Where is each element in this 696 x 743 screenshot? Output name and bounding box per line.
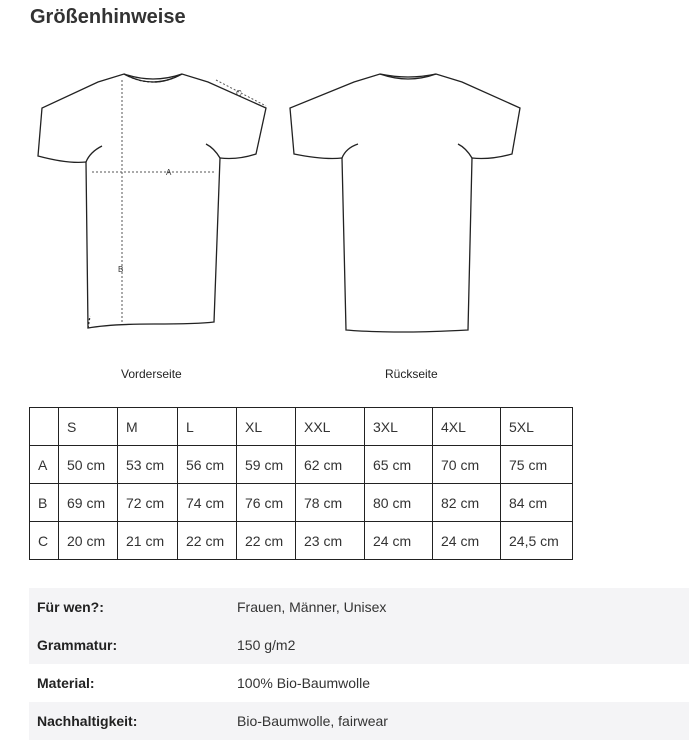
- table-row: [30, 446, 573, 484]
- table-cell: 62 cm: [296, 446, 365, 484]
- spec-row-sustainability: [29, 702, 689, 740]
- table-cell: C: [30, 522, 59, 560]
- table-cell: 50 cm: [59, 446, 118, 484]
- table-cell: 78 cm: [296, 484, 365, 522]
- page-title: Größenhinweise: [30, 6, 186, 28]
- table-cell: 65 cm: [365, 446, 433, 484]
- spec-row-target-group: [29, 588, 689, 626]
- table-header-row: [30, 408, 573, 446]
- table-cell: 53 cm: [118, 446, 178, 484]
- table-cell: 21 cm: [118, 522, 178, 560]
- table-cell: 72 cm: [118, 484, 178, 522]
- spec-row-grammage: [29, 626, 689, 664]
- table-cell: [30, 408, 59, 446]
- spec-key: Material:: [37, 675, 95, 691]
- spec-row-material: [29, 664, 689, 702]
- table-cell: 4XL: [433, 408, 501, 446]
- table-cell: 22 cm: [178, 522, 237, 560]
- label-b: B: [118, 265, 124, 274]
- table-cell: 59 cm: [237, 446, 296, 484]
- table-cell: 5XL: [501, 408, 573, 446]
- back-caption: Rückseite: [385, 367, 438, 381]
- table-cell: 74 cm: [178, 484, 237, 522]
- table-cell: 20 cm: [59, 522, 118, 560]
- table-cell: 3XL: [365, 408, 433, 446]
- table-cell: 24 cm: [433, 522, 501, 560]
- table-cell: S: [59, 408, 118, 446]
- spec-key: Grammatur:: [37, 637, 118, 653]
- front-measure-lines: [92, 80, 266, 324]
- table-cell: 80 cm: [365, 484, 433, 522]
- table-cell: 56 cm: [178, 446, 237, 484]
- table-cell: 24,5 cm: [501, 522, 573, 560]
- table-cell: 82 cm: [433, 484, 501, 522]
- size-table: [29, 407, 573, 560]
- product-specs: [29, 588, 689, 740]
- table-cell: 84 cm: [501, 484, 573, 522]
- spec-key: Nachhaltigkeit:: [37, 713, 138, 729]
- back-tshirt-outline: [290, 74, 520, 332]
- table-cell: 76 cm: [237, 484, 296, 522]
- spec-key: Für wen?:: [37, 599, 104, 615]
- spec-value: 100% Bio-Baumwolle: [237, 675, 371, 691]
- table-row: [30, 484, 573, 522]
- table-row: [30, 522, 573, 560]
- spec-value: Bio-Baumwolle, fairwear: [237, 713, 388, 729]
- tshirt-size-diagram: [28, 62, 548, 392]
- front-caption: Vorderseite: [121, 367, 182, 381]
- table-cell: XL: [237, 408, 296, 446]
- table-cell: 70 cm: [433, 446, 501, 484]
- table-cell: 23 cm: [296, 522, 365, 560]
- table-cell: L: [178, 408, 237, 446]
- table-cell: 24 cm: [365, 522, 433, 560]
- spec-value: Frauen, Männer, Unisex: [237, 599, 387, 615]
- table-cell: XXL: [296, 408, 365, 446]
- front-tshirt-outline: [38, 74, 266, 328]
- label-a: A: [166, 168, 172, 177]
- label-c: C: [236, 89, 242, 98]
- table-cell: 22 cm: [237, 522, 296, 560]
- table-cell: 69 cm: [59, 484, 118, 522]
- table-cell: B: [30, 484, 59, 522]
- table-cell: M: [118, 408, 178, 446]
- table-cell: A: [30, 446, 59, 484]
- spec-value: 150 g/m2: [237, 637, 296, 653]
- table-cell: 75 cm: [501, 446, 573, 484]
